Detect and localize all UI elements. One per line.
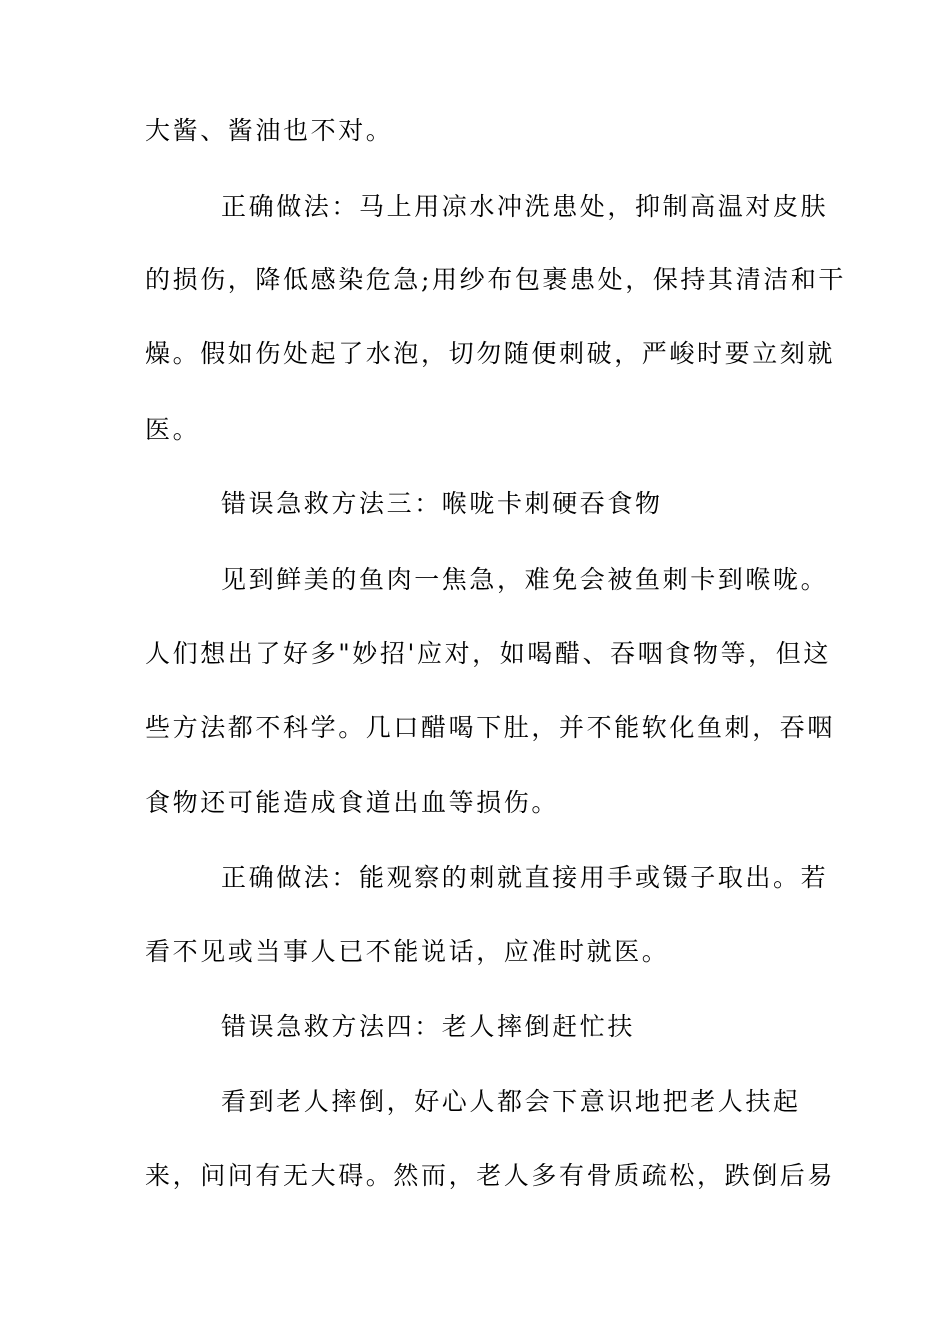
text-line-5: 医。 — [145, 415, 201, 444]
text-line-1: 大酱、酱油也不对。 — [145, 116, 394, 145]
text-line-3: 的损伤，降低感染危急;用纱布包裹患处，保持其清洁和干 — [145, 265, 847, 294]
paragraph-correct-method-1: 正确做法：马上用凉水冲洗患处，抑制高温对皮肤 — [221, 192, 829, 221]
text-line-10: 食物还可能造成食道出血等损伤。 — [145, 788, 560, 817]
paragraph-correct-method-2: 正确做法：能观察的刺就直接用手或镊子取出。若 — [221, 863, 829, 892]
text-line-15: 来，问问有无大碍。然而，老人多有骨质疏松，跌倒后易 — [145, 1161, 836, 1190]
text-line-9: 些方法都不科学。几口醋喝下肚，并不能软化鱼刺，吞咽 — [145, 713, 836, 742]
paragraph-elderly-fall: 看到老人摔倒，好心人都会下意识地把老人扶起 — [221, 1087, 801, 1116]
section-heading-method-3: 错误急救方法三：喉咙卡刺硬吞食物 — [221, 489, 663, 518]
text-line-8: 人们想出了好多"妙招'应对，如喝醋、吞咽食物等，但这 — [145, 639, 831, 668]
section-heading-method-4: 错误急救方法四：老人摔倒赶忙扶 — [221, 1012, 636, 1041]
text-line-12: 看不见或当事人已不能说话，应准时就医。 — [145, 937, 670, 966]
text-line-4: 燥。假如伤处起了水泡，切勿随便刺破，严峻时要立刻就 — [145, 339, 836, 368]
paragraph-fishbone: 见到鲜美的鱼肉一焦急，难免会被鱼刺卡到喉咙。 — [221, 565, 829, 594]
